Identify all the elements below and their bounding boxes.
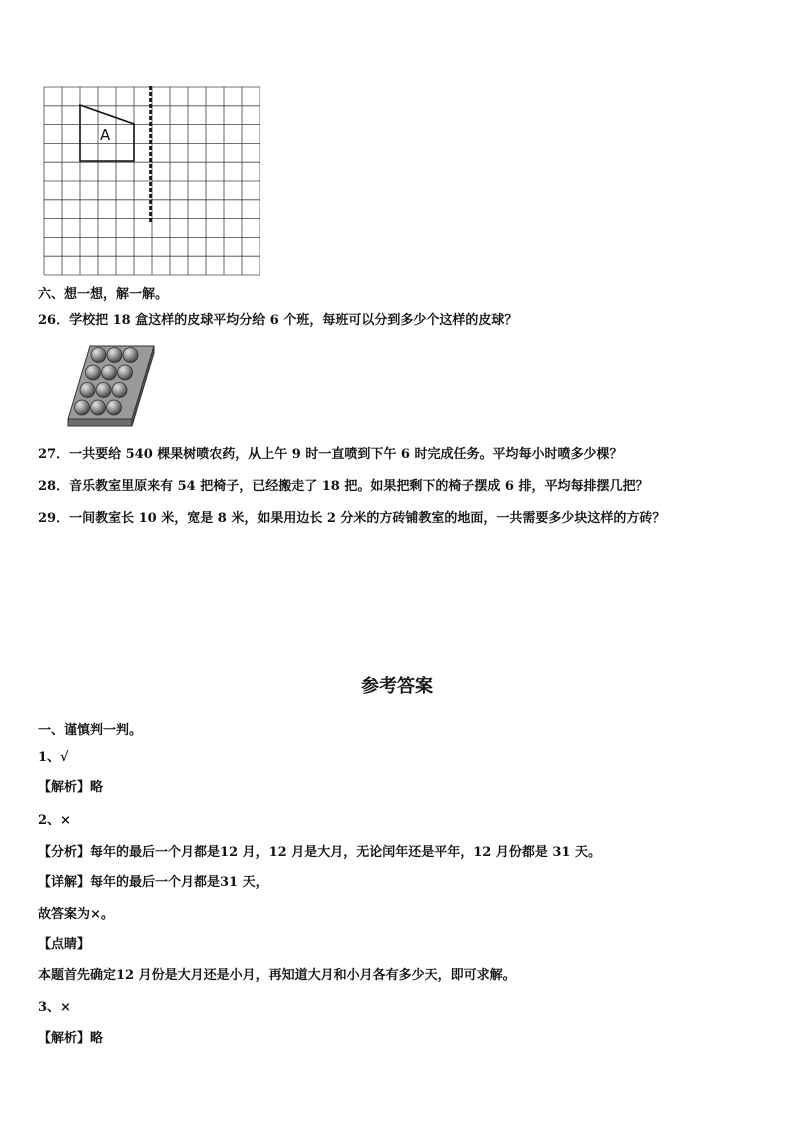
ball: [118, 365, 133, 380]
answer-3-analysis: 【解析】略: [38, 1031, 104, 1046]
box-front: [68, 419, 132, 426]
shape-a-label: A: [100, 126, 111, 144]
ball: [91, 400, 106, 415]
ball: [96, 383, 111, 398]
answer-2-conclusion: 故答案为×。: [38, 907, 114, 922]
ball-box-illustration: [66, 344, 158, 428]
answer-2-analysis: 【分析】每年的最后一个月都是12 月，12 月是大月，无论闰年还是平年，12 月份都是 31 天。: [38, 845, 601, 860]
answer-2-detail: 【详解】每年的最后一个月都是31 天，: [38, 875, 269, 890]
ball: [102, 365, 117, 380]
ball: [86, 365, 101, 380]
ball: [112, 383, 127, 398]
ball: [75, 400, 90, 415]
answer-1-analysis: 【解析】略: [38, 780, 104, 795]
ball: [91, 348, 106, 363]
question-28: 28．音乐教室里原来有 54 把椅子，已经搬走了 18 把。如果把剩下的椅子摆成 6 排，平均每排摆几把？: [38, 479, 649, 494]
ball: [80, 383, 95, 398]
answer-3: 3、×: [38, 1000, 71, 1015]
ball: [107, 348, 122, 363]
ball: [123, 348, 138, 363]
answer-2: 2、×: [38, 813, 71, 828]
question-26: 26．学校把 18 盒这样的皮球平均分给 6 个班，每班可以分到多少个这样的皮球？: [38, 313, 518, 328]
question-27: 27．一共要给 540 棵果树喷农药，从上午 9 时一直喷到下午 6 时完成任务。平均每小时喷多少棵？: [38, 447, 623, 462]
ball: [107, 400, 122, 415]
grid-lines: [44, 87, 260, 275]
question-29: 29．一间教室长 10 米，宽是 8 米，如果用边长 2 分米的方砖铺教室的地面，一共需要多少块这样的方砖？: [38, 511, 666, 526]
grid-svg: [42, 86, 260, 278]
section-heading: 六、想一想，解一解。: [38, 287, 169, 302]
ball-box-svg: [66, 344, 158, 428]
answer-2-tip-heading: 【点睛】: [38, 937, 91, 952]
answers-section-heading: 一、谨慎判一判。: [38, 723, 143, 738]
grid-figure: [42, 86, 260, 278]
answers-title: 参考答案: [361, 676, 433, 697]
answer-1: 1、√: [38, 750, 69, 765]
answer-2-tip: 本题首先确定12 月份是大月还是小月，再知道大月和小月各有多少天，即可求解。: [38, 968, 516, 983]
